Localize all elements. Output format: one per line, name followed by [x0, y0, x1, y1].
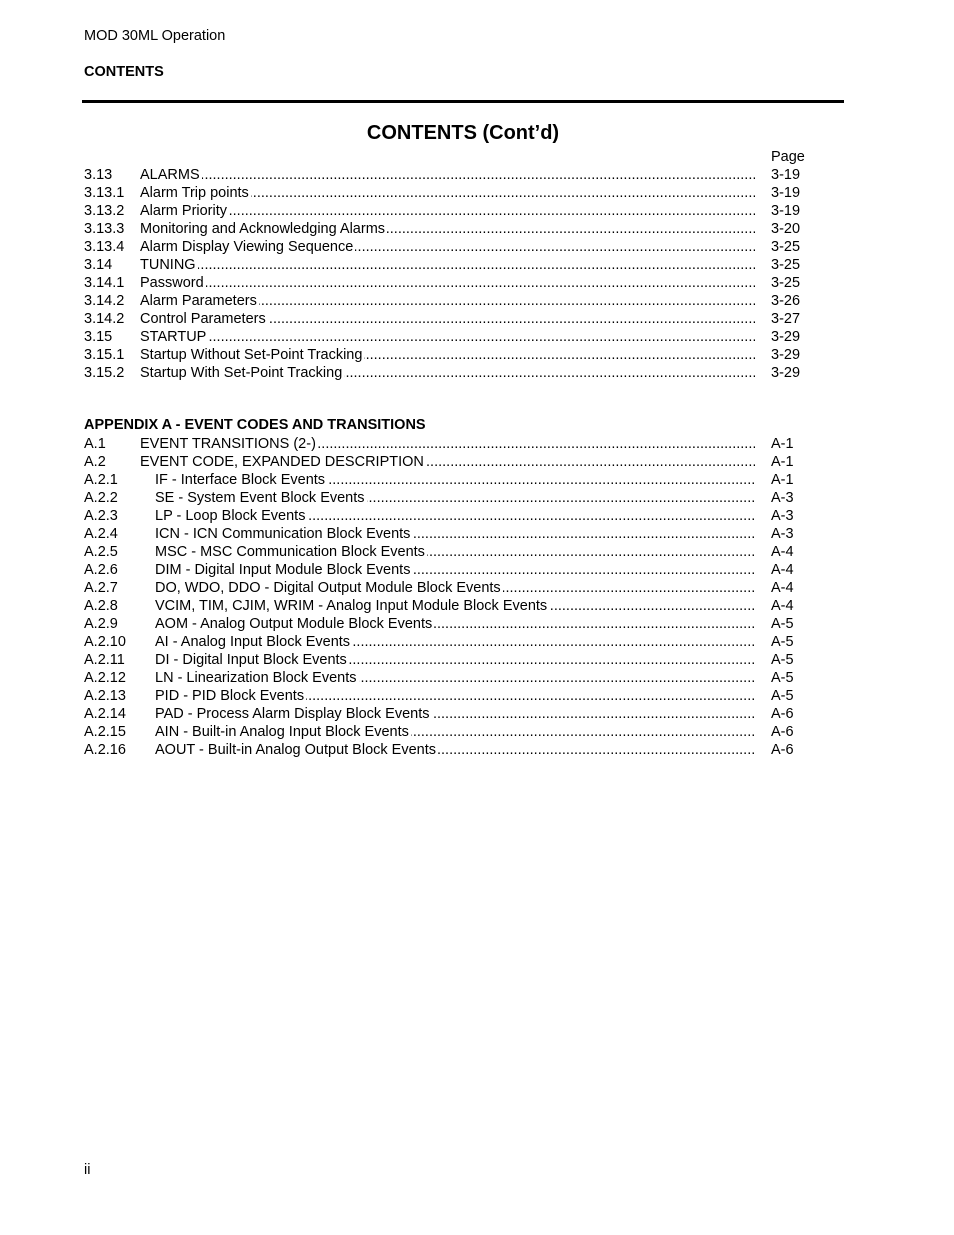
- toc-entry: [84, 579, 840, 597]
- section-title: CONTENTS: [84, 64, 164, 80]
- toc-entry-title: STARTUP: [140, 329, 207, 345]
- toc-entry: [84, 256, 840, 274]
- toc-entry-title-with-leader: [155, 705, 755, 723]
- toc-entry-title-with-leader: [155, 489, 755, 507]
- toc-entry-number: 3.13.4: [84, 239, 125, 255]
- toc-entry-page: A-3: [771, 508, 794, 524]
- toc-entry-page: A-1: [771, 436, 794, 452]
- toc-entry-number: A.2.9: [84, 616, 118, 632]
- toc-entry: [84, 220, 840, 238]
- toc-entry-number: A.2.16: [84, 742, 126, 758]
- toc-entry-page: A-3: [771, 526, 794, 542]
- toc-entry-title-with-leader: [140, 453, 755, 471]
- toc-entry: [84, 453, 840, 471]
- toc-entry: [84, 615, 840, 633]
- toc-entry-number: A.2.5: [84, 544, 118, 560]
- page-column-label: Page: [771, 149, 805, 165]
- toc-entry-title: TUNING: [140, 257, 196, 273]
- toc-entry-number: A.2.4: [84, 526, 118, 542]
- toc-entry-title-with-leader: [155, 741, 755, 759]
- toc-entry-page: 3-25: [771, 275, 801, 291]
- toc-entry-title: Alarm Display Viewing Sequence: [140, 239, 354, 255]
- toc-entry-title: PID - PID Block Events: [155, 688, 305, 704]
- toc-entry: [84, 507, 840, 525]
- toc-entry-page: 3-25: [771, 257, 801, 273]
- toc-entry-number: A.1: [84, 436, 106, 452]
- toc-entry: [84, 184, 840, 202]
- toc-entry-title: AI - Analog Input Block Events: [155, 634, 351, 650]
- toc-entry: [84, 310, 840, 328]
- toc-entry-number: 3.13.1: [84, 185, 125, 201]
- toc-entry-number: A.2: [84, 454, 106, 470]
- toc-entry: [84, 489, 840, 507]
- toc-entry-title: DI - Digital Input Block Events: [155, 652, 347, 668]
- toc-entry-number: A.2.6: [84, 562, 118, 578]
- toc-appendix-a: [84, 435, 840, 759]
- toc-entry-title-with-leader: [155, 615, 755, 633]
- toc-entry-title-with-leader: [140, 184, 755, 202]
- toc-entry-number: 3.13: [84, 167, 113, 183]
- toc-entry: [84, 669, 840, 687]
- toc-entry-page: A-4: [771, 598, 794, 614]
- toc-entry-page: 3-29: [771, 347, 801, 363]
- toc-section-3: [84, 166, 840, 382]
- toc-entry-number: 3.15.1: [84, 347, 125, 363]
- toc-entry-number: A.2.3: [84, 508, 118, 524]
- toc-entry-number: A.2.7: [84, 580, 118, 596]
- toc-entry-title-with-leader: [140, 256, 755, 274]
- toc-entry-title: PAD - Process Alarm Display Block Events: [155, 706, 430, 722]
- toc-entry-title: DIM - Digital Input Module Block Events: [155, 562, 411, 578]
- toc-entry-number: 3.14: [84, 257, 113, 273]
- toc-entry-title: EVENT TRANSITIONS (2-): [140, 436, 316, 452]
- toc-entry-title-with-leader: [155, 669, 755, 687]
- toc-entry-title-with-leader: [155, 471, 755, 489]
- toc-entry-page: A-6: [771, 724, 794, 740]
- toc-entry-title: Password: [140, 275, 204, 291]
- toc-entry-page: 3-20: [771, 221, 801, 237]
- toc-entry-number: 3.14.2: [84, 311, 125, 327]
- toc-entry-number: A.2.13: [84, 688, 126, 704]
- toc-entry-title: Monitoring and Acknowledging Alarms: [140, 221, 386, 237]
- toc-entry-page: A-5: [771, 616, 794, 632]
- toc-entry: [84, 597, 840, 615]
- toc-entry-page: A-4: [771, 544, 794, 560]
- toc-entry-page: A-5: [771, 670, 794, 686]
- toc-entry: [84, 328, 840, 346]
- toc-entry-title: Control Parameters: [140, 311, 266, 327]
- toc-entry-number: A.2.8: [84, 598, 118, 614]
- toc-entry-title-with-leader: [140, 435, 755, 453]
- toc-entry: [84, 687, 840, 705]
- toc-entry-title-with-leader: [140, 292, 755, 310]
- document-title: MOD 30ML Operation: [84, 28, 226, 44]
- toc-entry: [84, 543, 840, 561]
- toc-entry: [84, 274, 840, 292]
- toc-entry-title: AOM - Analog Output Module Block Events: [155, 616, 433, 632]
- toc-entry-title: EVENT CODE, EXPANDED DESCRIPTION: [140, 454, 424, 470]
- appendix-a-title: APPENDIX A - EVENT CODES AND TRANSITIONS: [84, 417, 426, 433]
- toc-entry: [84, 364, 840, 382]
- toc-entry-number: 3.14.2: [84, 293, 125, 309]
- toc-entry: [84, 705, 840, 723]
- toc-entry-title-with-leader: [140, 238, 755, 256]
- page-title: CONTENTS (Cont’d): [366, 122, 560, 144]
- toc-entry-title-with-leader: [140, 274, 755, 292]
- header-rule: [82, 100, 844, 103]
- toc-entry-page: 3-25: [771, 239, 801, 255]
- toc-entry-number: 3.15.2: [84, 365, 125, 381]
- toc-entry-number: A.2.11: [84, 652, 125, 668]
- toc-entry-page: 3-29: [771, 329, 801, 345]
- toc-entry-title-with-leader: [155, 525, 755, 543]
- toc-entry-title-with-leader: [155, 543, 755, 561]
- toc-entry: [84, 202, 840, 220]
- toc-entry-title: AIN - Built-in Analog Input Block Events: [155, 724, 409, 740]
- toc-entry: [84, 166, 840, 184]
- toc-entry-page: 3-19: [771, 167, 801, 183]
- toc-entry: [84, 238, 840, 256]
- toc-entry-title: DO, WDO, DDO - Digital Output Module Block Events: [155, 580, 501, 596]
- toc-entry-page: A-5: [771, 652, 794, 668]
- toc-entry: [84, 435, 840, 453]
- toc-entry-title: AOUT - Built-in Analog Output Block Events: [155, 742, 437, 758]
- toc-entry-title: MSC - MSC Communication Block Events: [155, 544, 425, 560]
- toc-entry-title: Alarm Trip points: [140, 185, 249, 201]
- toc-entry-number: A.2.15: [84, 724, 126, 740]
- toc-entry-page: A-1: [771, 454, 794, 470]
- toc-entry-number: A.2.2: [84, 490, 118, 506]
- toc-entry-title-with-leader: [140, 310, 755, 328]
- toc-entry-page: 3-26: [771, 293, 801, 309]
- toc-entry-number: A.2.1: [84, 472, 118, 488]
- toc-entry: [84, 292, 840, 310]
- toc-entry-title-with-leader: [155, 723, 755, 741]
- toc-entry-title: Alarm Parameters: [140, 293, 257, 309]
- toc-entry-title: Startup Without Set-Point Tracking: [140, 347, 363, 363]
- toc-entry-title-with-leader: [140, 364, 755, 382]
- toc-entry-page: 3-27: [771, 311, 801, 327]
- toc-entry-title-with-leader: [140, 346, 755, 364]
- toc-entry-number: A.2.14: [84, 706, 126, 722]
- toc-entry-title-with-leader: [155, 633, 755, 651]
- toc-entry-title-with-leader: [140, 202, 755, 220]
- toc-entry-title-with-leader: [140, 220, 755, 238]
- toc-entry-page: A-6: [771, 706, 794, 722]
- toc-entry-page: A-4: [771, 562, 794, 578]
- toc-entry-page: 3-29: [771, 365, 801, 381]
- toc-entry-number: A.2.10: [84, 634, 126, 650]
- toc-entry-title-with-leader: [155, 597, 755, 615]
- toc-entry: [84, 741, 840, 759]
- toc-entry-page: 3-19: [771, 203, 801, 219]
- toc-entry-title-with-leader: [155, 687, 755, 705]
- toc-entry-title: SE - System Event Block Events: [155, 490, 365, 506]
- toc-entry-page: A-6: [771, 742, 794, 758]
- toc-entry-title-with-leader: [155, 561, 755, 579]
- toc-entry: [84, 651, 840, 669]
- toc-entry: [84, 561, 840, 579]
- toc-entry: [84, 346, 840, 364]
- toc-entry: [84, 525, 840, 543]
- toc-entry-number: 3.13.3: [84, 221, 125, 237]
- toc-entry-page: A-5: [771, 688, 794, 704]
- toc-entry-title-with-leader: [140, 166, 755, 184]
- toc-entry-title: ALARMS: [140, 167, 200, 183]
- toc-entry-title: LP - Loop Block Events: [155, 508, 306, 524]
- toc-entry-title: VCIM, TIM, CJIM, WRIM - Analog Input Module Block Events: [155, 598, 548, 614]
- toc-entry-page: A-3: [771, 490, 794, 506]
- toc-entry-title-with-leader: [155, 507, 755, 525]
- toc-entry-title: Startup With Set-Point Tracking: [140, 365, 343, 381]
- toc-entry: [84, 471, 840, 489]
- toc-entry-title: IF - Interface Block Events: [155, 472, 326, 488]
- toc-entry-page: A-4: [771, 580, 794, 596]
- toc-entry: [84, 633, 840, 651]
- toc-entry-page: A-1: [771, 472, 794, 488]
- toc-entry-page: A-5: [771, 634, 794, 650]
- toc-entry: [84, 723, 840, 741]
- toc-entry-number: 3.13.2: [84, 203, 125, 219]
- toc-entry-title-with-leader: [155, 579, 755, 597]
- toc-entry-title: LN - Linearization Block Events: [155, 670, 357, 686]
- page-number: ii: [84, 1162, 91, 1178]
- toc-entry-title: ICN - ICN Communication Block Events: [155, 526, 411, 542]
- toc-entry-number: A.2.12: [84, 670, 126, 686]
- toc-entry-number: 3.14.1: [84, 275, 125, 291]
- toc-entry-title-with-leader: [140, 328, 755, 346]
- toc-entry-page: 3-19: [771, 185, 801, 201]
- toc-entry-number: 3.15: [84, 329, 113, 345]
- toc-entry-title-with-leader: [155, 651, 755, 669]
- toc-entry-title: Alarm Priority: [140, 203, 228, 219]
